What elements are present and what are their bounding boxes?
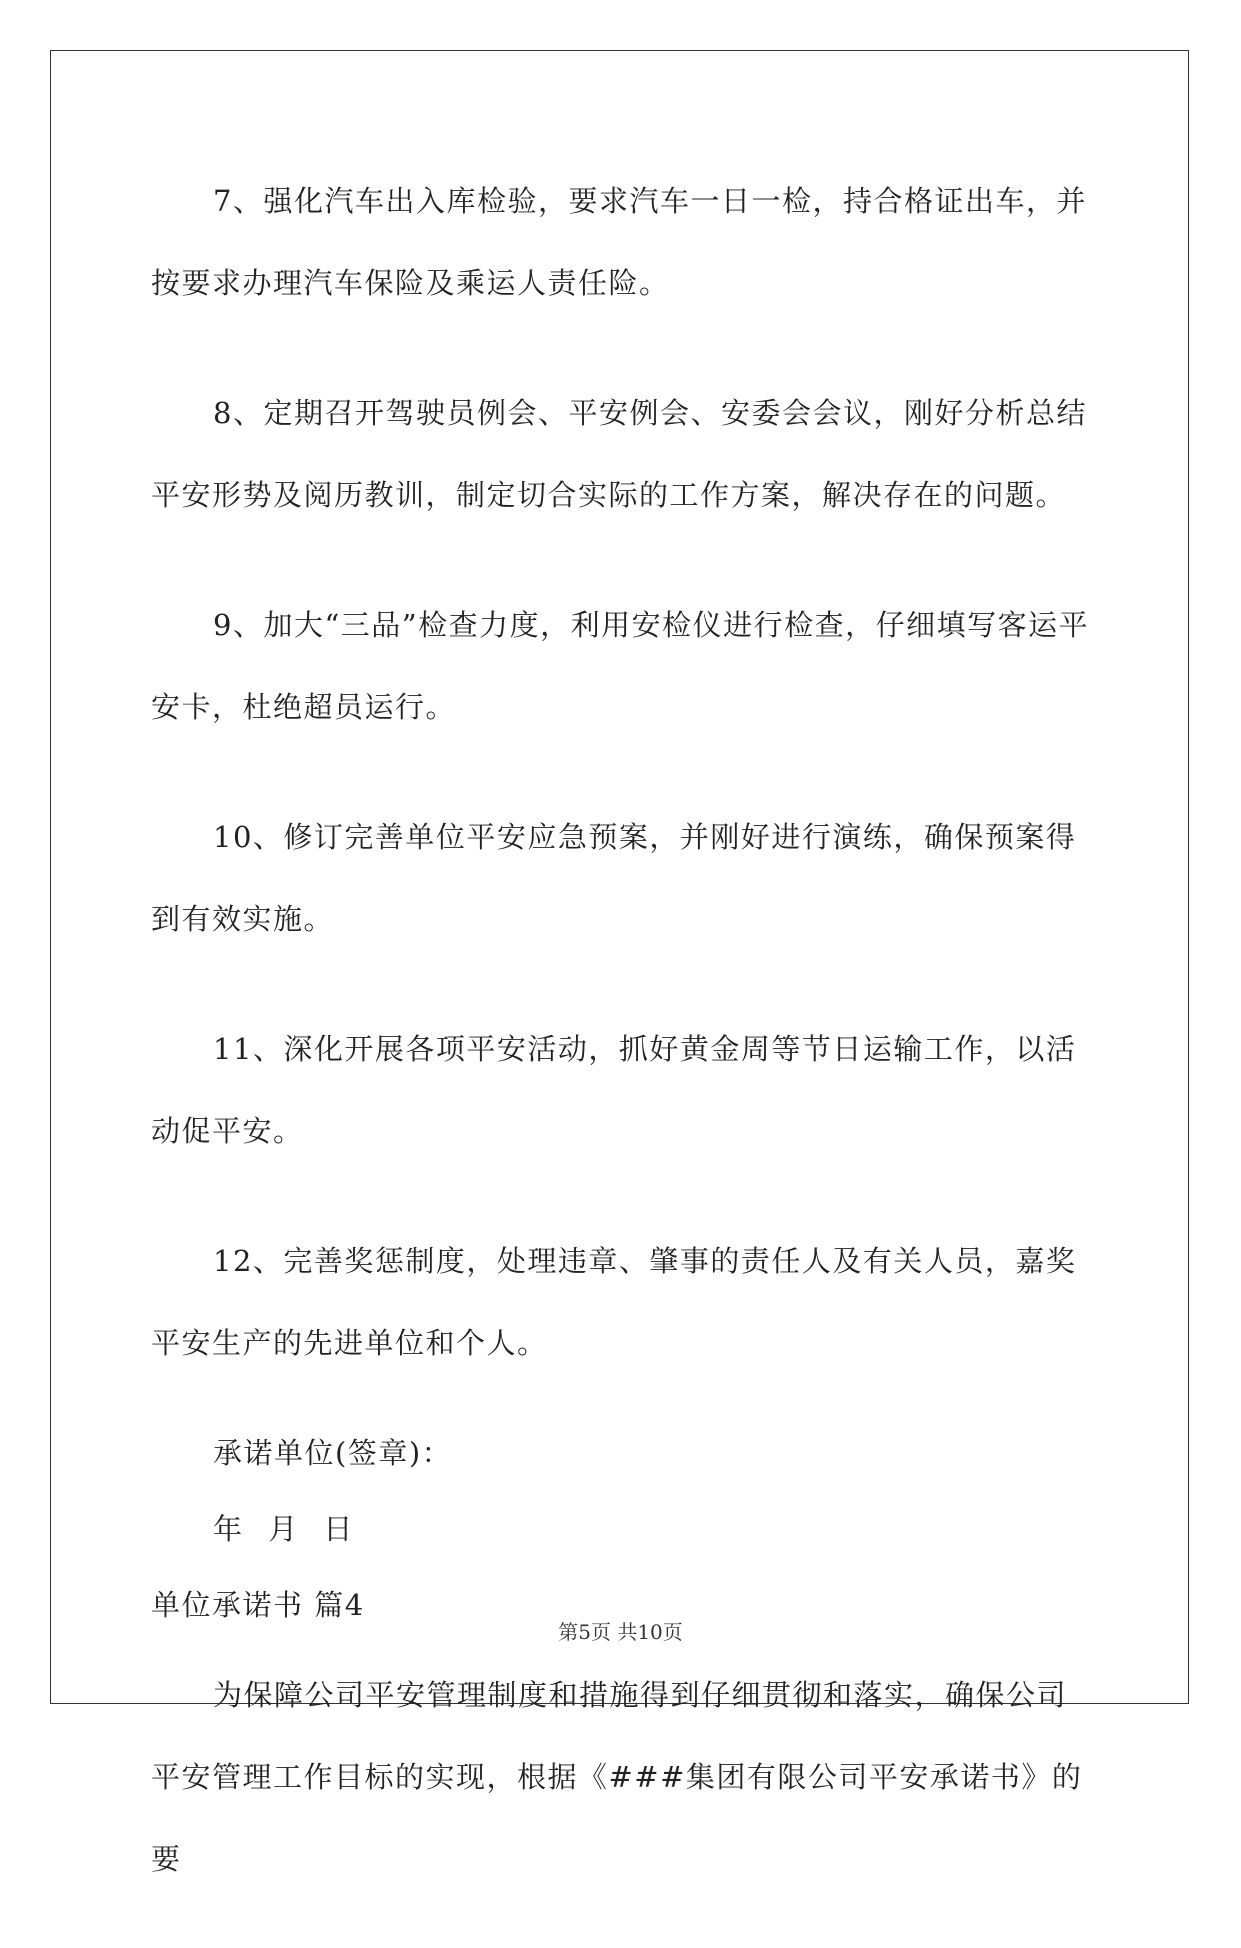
signature-unit: 承诺单位(签章)：: [213, 1436, 453, 1470]
list-item: 12、完善奖惩制度，处理违章、肇事的责任人及有关人员，嘉奖平安生产的先进单位和个人。: [151, 1244, 1077, 1360]
document-body: [151, 160, 1091, 1948]
list-item: 7、强化汽车出入库检验，要求汽车一日一检，持合格证出车，并按要求办理汽车保险及乘运人责任险。: [151, 184, 1087, 300]
intro-paragraph: 为保障公司平安管理制度和措施得到仔细贯彻和落实，确保公司平安管理工作目标的实现，根据《###集团有限公司平安承诺书》的要: [151, 1678, 1083, 1876]
section-heading: 单位承诺书 篇4: [151, 1588, 365, 1622]
list-item: 8、定期召开驾驶员例会、平安例会、安委会会议，刚好分析总结平安形势及阅历教训，制定切合实际的工作方案，解决存在的问题。: [151, 396, 1087, 512]
list-item: 9、加大“三品”检查力度，利用安检仪进行检查，仔细填写客运平安卡，杜绝超员运行。: [151, 608, 1090, 724]
list-item: 10、修订完善单位平安应急预案，并刚好进行演练，确保预案得到有效实施。: [151, 820, 1077, 936]
signature-date: 年 月 日: [213, 1512, 354, 1546]
page-number: 第5页 共10页: [558, 1620, 683, 1644]
list-item: 11、深化开展各项平安活动，抓好黄金周等节日运输工作，以活动促平安。: [151, 1032, 1077, 1148]
